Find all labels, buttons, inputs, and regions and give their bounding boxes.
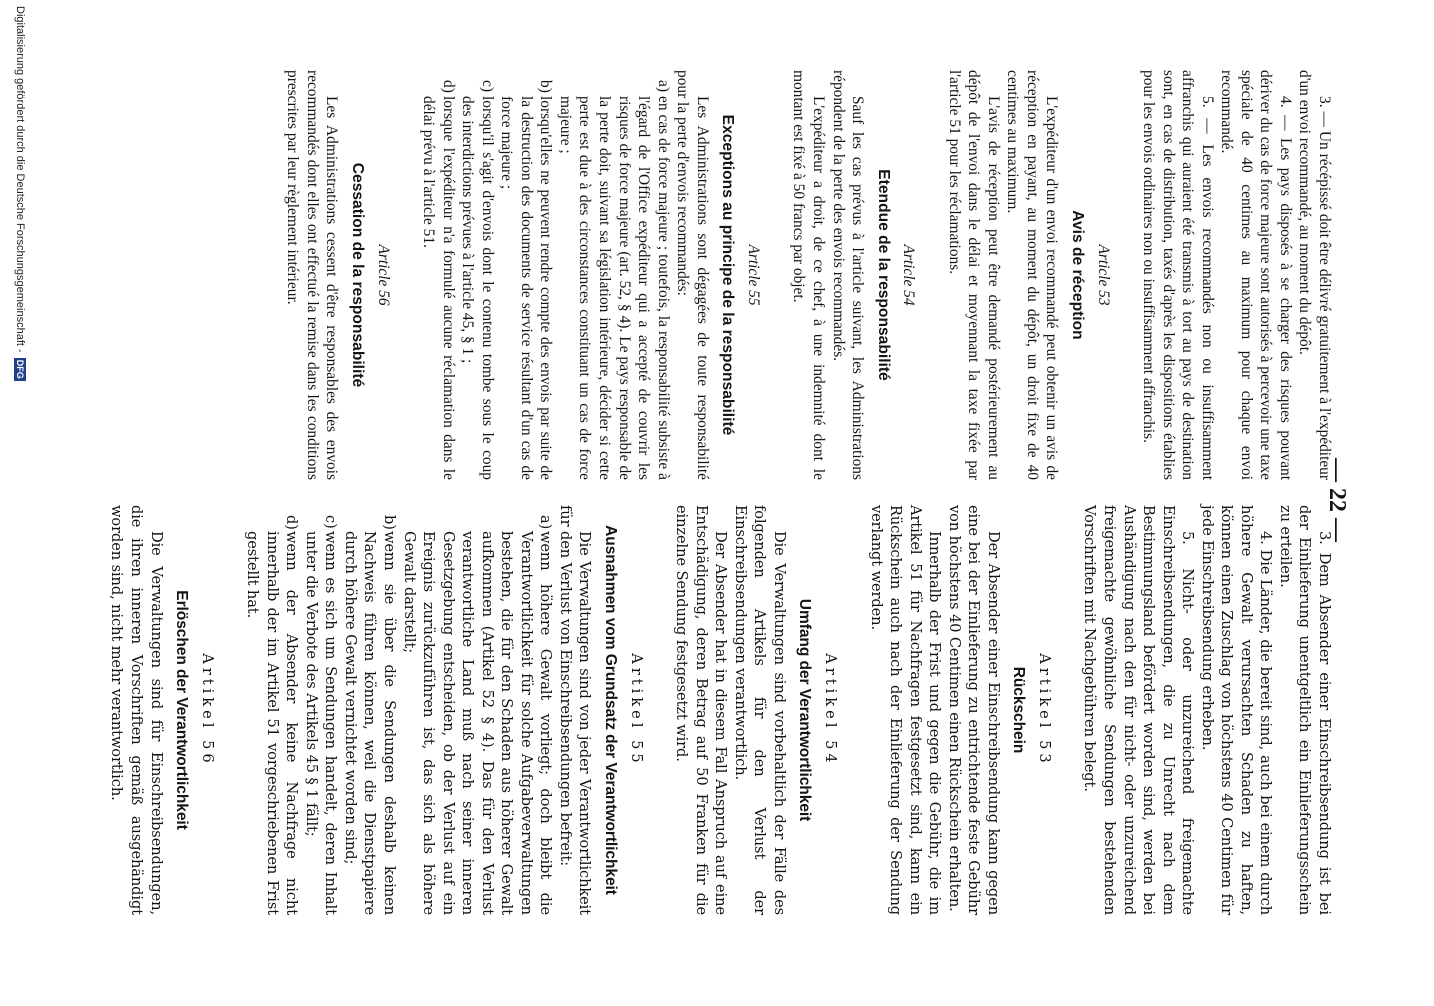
item-text: en cas de force majeure ; toutefois, la responsabilité subsiste à l'égard de l'Office expéditeur qui a accepté de couvrir les risques de force majeure (art. 52, § 4). Le pays responsable de la perte doit, suivant sa législation intérieure, décider si cette perte est due à des circonstances constituant un cas de force majeure ;	[556, 96, 672, 480]
item-text: wenn sie über die Sendungen deshalb keinen Nachweis führen können, weil die Dienstpapiere durch höhere Gewalt vernichtet worden sind;	[341, 531, 399, 915]
digitization-footer	[14, 6, 26, 1006]
paragraph: 4. Die Länder, die bereit sind, auch bei einem durch höhere Gewalt verursachten Schaden zu haften, können einen Zuschlag von höchstens 40 Centimen für jede Einschreibsendung erheben.	[1198, 505, 1275, 915]
article-56-title: Erlöschen der Verantwortlichkeit	[173, 590, 191, 830]
article-56-label: Article 56	[374, 244, 392, 306]
german-column	[107, 505, 1334, 915]
article-53-title: Rückschein	[1010, 666, 1028, 754]
list-item	[399, 505, 555, 915]
list-item	[243, 505, 302, 915]
paragraph: 4. — Les pays disposés à se charger des risques pouvant dériver du cas de force majeure sont autorisés à percevoir une taxe spéciale de 40 centimes au maximum pour chaque envoi recommandé.	[1218, 70, 1294, 480]
paragraph: Die Verwaltungen sind von jeder Verantwortlichkeit für den Verlust von Einschreibsendungen befreit:	[556, 505, 594, 915]
paragraph: L'expéditeur a droit, de ce chef, à une indemnité dont le montant est fixé à 50 francs par objet.	[790, 70, 827, 480]
item-label: a)	[654, 80, 672, 92]
french-column	[283, 70, 1334, 480]
item-label: d)	[439, 80, 457, 93]
paragraph: Les Administrations cessent d'être responsables des envois recommandés dont elles ont effectué la remise dans les conditions prescrites par leur règlement intérieur.	[284, 70, 341, 480]
paragraph: 3. — Un récépissé doit être délivré gratuitement à l'expéditeur d'un envoi recommandé, au moment du dépôt.	[1296, 70, 1333, 480]
list-item	[419, 70, 458, 480]
item-label: a)	[537, 515, 555, 530]
item-text: wenn es sich um Sendungen handelt, deren Inhalt unter die Verbote des Artikels 45 § 1 fällt;	[302, 531, 340, 915]
paragraph: Sauf les cas prévus à l'article suivant, les Administrations répondent de la perte des envois recommandés.	[829, 70, 867, 480]
dfg-logo: DFG	[15, 359, 25, 379]
list-item	[301, 505, 340, 915]
page-number: — 22 —	[1324, 458, 1350, 542]
paragraph: Die Verwaltungen sind für Einschreibsendungen, die ihren inneren Vorschriften gemäß ausgehändigt worden sind, nicht mehr verantwortlich.	[108, 505, 165, 915]
item-label: b)	[537, 80, 555, 93]
list-item	[340, 505, 399, 915]
paragraph: L'avis de réception peut être demandé postérieurement au dépôt de l'envoi dans le délai et moyennant la taxe fixée par l'article 51 pour les réclamations.	[945, 70, 1002, 480]
item-label: c)	[478, 80, 496, 92]
article-56-label: Artikel 56	[198, 653, 216, 767]
item-label: b)	[381, 515, 399, 530]
article-54-title: Etendue de la responsabilité	[874, 169, 892, 381]
paragraph: L'expéditeur d'un envoi recommandé peut obtenir un avis de réception en payant, au moment du dépôt, un droit fixe de 40 centimes au maximum.	[1004, 70, 1061, 480]
item-text: lorsqu'il s'agit d'envois dont le contenu tombe sous le coup des interdictions prévues à l'article 45, § 1 ;	[459, 96, 496, 480]
footer-text: Digitalisierung gefördert durch die Deutsche Forschungsgemeinschaft -	[14, 6, 26, 353]
list-item	[458, 70, 497, 480]
item-text: wenn höhere Gewalt vorliegt; doch bleibt die Verantwortlichkeit für solche Aufgabeverwaltungen bestehen, die für den Schaden aus höherer Gewalt aufkommen (Artikel 52 § 4). Das für den Verlust verantwortliche Land muß nach seiner inneren Gesetzgebung entscheiden, ob der Verlust auf ein Ereignis zurückzuführen ist, das sich als höhere Gewalt darstellt;	[400, 531, 555, 915]
paragraph: 5. — Les envois recommandés non ou insuffisamment affranchis qui auraient été transmis à tort au pays de destination sont, en cas de distribution, taxés d'après les dispositions établies pour les envois ordinaires non ou insuffisamment affranchis.	[1140, 70, 1216, 480]
list-item	[497, 70, 556, 480]
paragraph: 3. Dem Absender einer Einschreibsendung ist bei der Einlieferung unentgeltlich ein Einlieferungsschein zu erteilen.	[1276, 505, 1333, 915]
item-text: lorsque l'expéditeur n'a formulé aucune réclamation dans le délai prévu à l'article 51.	[420, 96, 457, 480]
article-53-label: Artikel 53	[1035, 653, 1053, 767]
article-56-title: Cessation de la responsabilité	[349, 162, 367, 388]
paragraph: 5. Nicht- oder unzureichend freigemachte Einschreibsendungen, die zu Unrecht nach dem Bestimmungsland befördert worden sind, werden bei Aushändigung nach den für nicht- oder unzureichend freigemachte gewöhnliche Sendungen bestehenden Vorschriften mit Nachgebühren belegt.	[1081, 505, 1197, 915]
item-label: c)	[322, 515, 340, 529]
article-55-label: Artikel 55	[627, 653, 645, 767]
paragraph: Der Absender hat in diesem Fall Anspruch auf eine Entschädigung, deren Betrag auf 50 Franken für die einzelne Sendung festgesetzt wird.	[673, 505, 730, 915]
article-53-label: Article 53	[1094, 244, 1112, 306]
list-item	[555, 70, 672, 480]
article-54-title: Umfang der Verantwortlichkeit	[796, 598, 814, 822]
article-53-title: Avis de réception	[1068, 210, 1086, 340]
article-54-label: Artikel 54	[821, 653, 839, 767]
article-55-title: Ausnahmen vom Grundsatz der Verantwortlichkeit	[602, 525, 620, 895]
article-55-label: Article 55	[744, 244, 762, 306]
article-54-label: Article 54	[900, 244, 918, 306]
item-text: wenn der Absender keine Nachfrage nicht innerhalb der im Artikel 51 vorgeschriebenen Frist gestellt hat.	[244, 531, 301, 915]
paragraph: Les Administrations sont dégagées de toute responsabilité pour la perte d'envois recommandés:	[674, 70, 711, 480]
article-55-title: Exceptions au principe de la responsabilité	[719, 114, 737, 436]
item-label: d)	[283, 515, 301, 530]
paragraph: Innerhalb der Frist und gegen die Gebühr, die im Artikel 51 für Nachfragen festgesetzt sind, kann ein Rückschein auch nach der Einlieferung der Sendung verlangt werden.	[867, 505, 944, 915]
paragraph: Die Verwaltungen sind vorbehaltlich der Fälle des folgenden Artikels für den Verlust der Einschreibsendungen verantwortlich.	[731, 505, 788, 915]
paragraph: Der Absender einer Einschreibsendung kann gegen eine bei der Einlieferung zu entrichtende feste Gebühr von höchstens 40 Centimen einen Rückschein erhalten.	[945, 505, 1002, 915]
item-text: lorsqu'elles ne peuvent rendre compte des envois par suite de la destruction des documents de service résultant d'un cas de force majeure ;	[498, 96, 555, 480]
